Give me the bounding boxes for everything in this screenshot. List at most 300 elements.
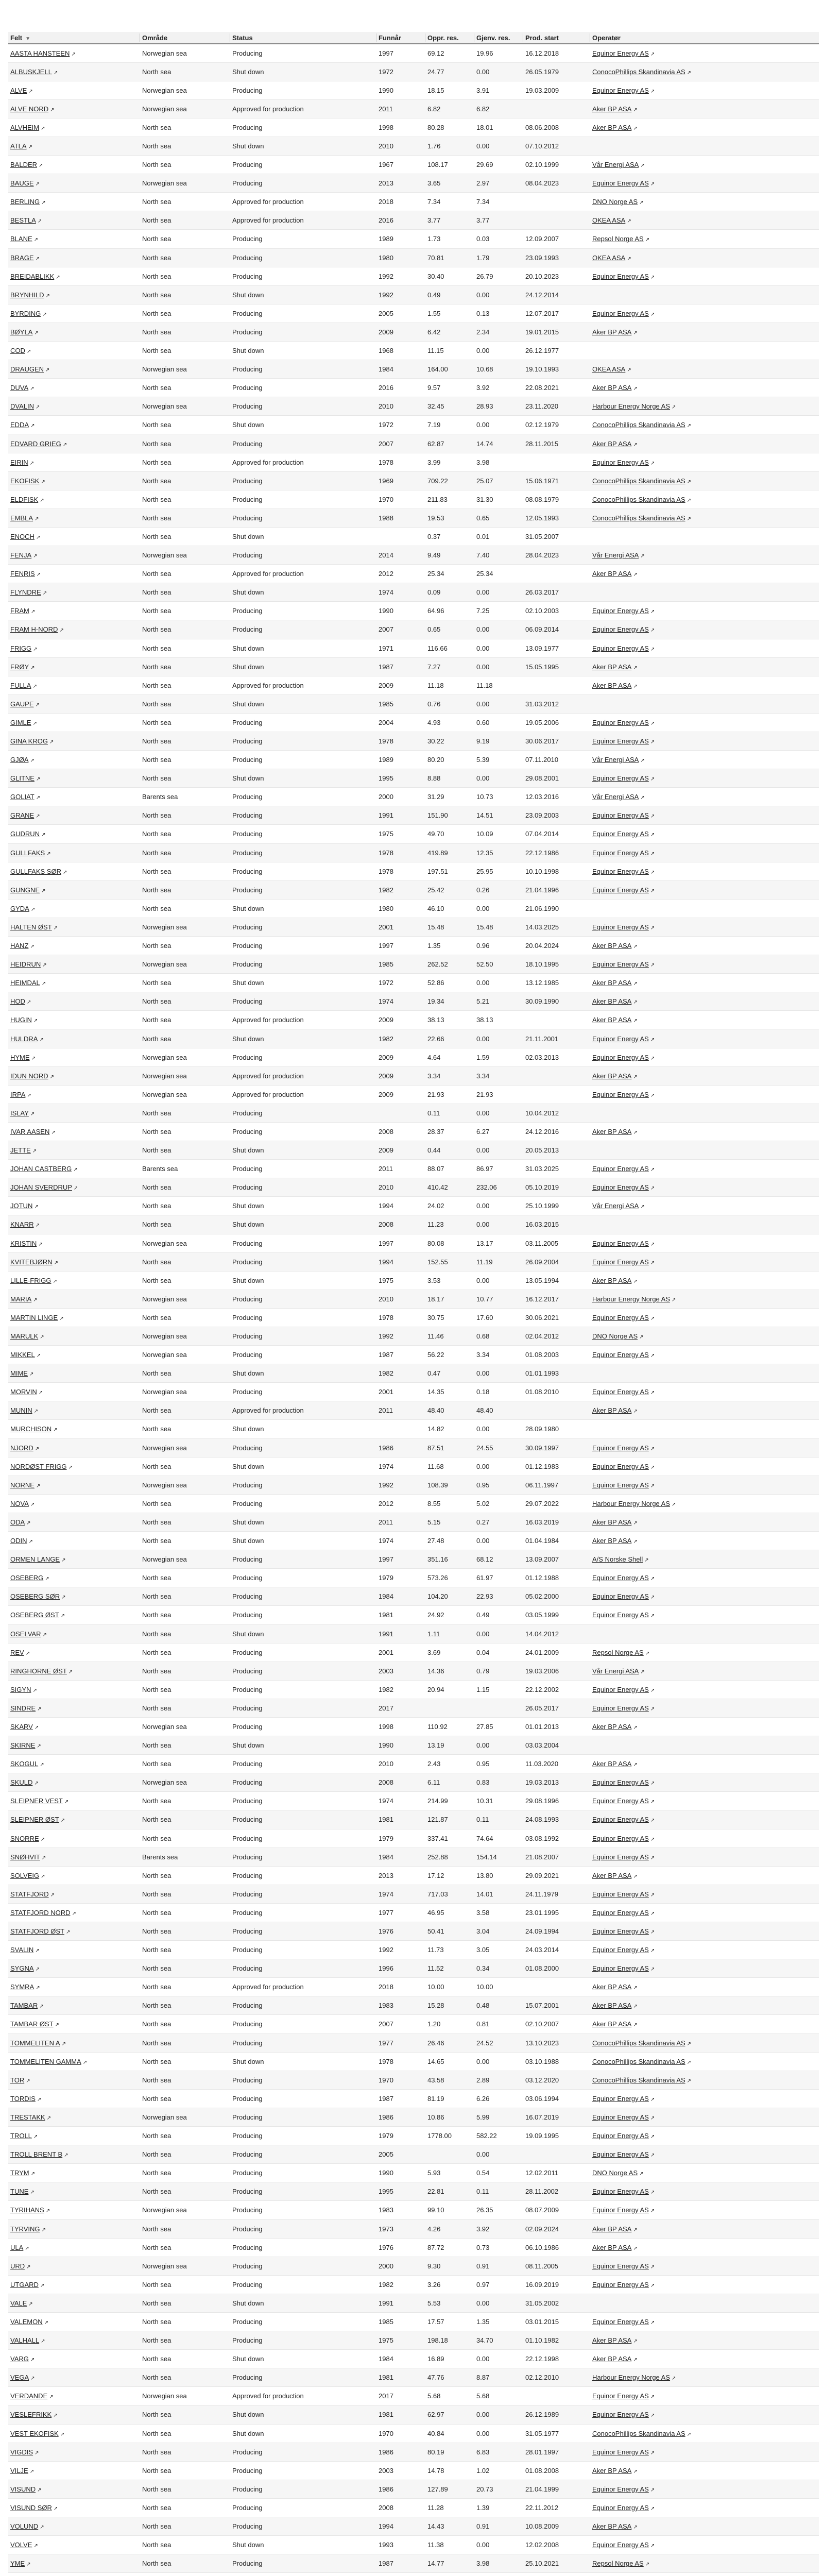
external-link-icon[interactable]: ↗ (35, 1446, 40, 1452)
external-link-icon[interactable]: ↗ (686, 2041, 692, 2047)
operator-link[interactable]: Equinor Energy AS (592, 1611, 649, 1619)
external-link-icon[interactable]: ↗ (640, 1669, 645, 1675)
external-link-icon[interactable]: ↗ (33, 1018, 38, 1024)
field-link[interactable]: GJØA (10, 756, 29, 764)
external-link-icon[interactable]: ↗ (25, 2245, 29, 2251)
external-link-icon[interactable]: ↗ (650, 2413, 655, 2419)
operator-link[interactable]: Equinor Energy AS (592, 1890, 649, 1898)
external-link-icon[interactable]: ↗ (650, 2153, 655, 2159)
operator-link[interactable]: Equinor Energy AS (592, 1481, 649, 1489)
external-link-icon[interactable]: ↗ (686, 2431, 692, 2437)
field-link[interactable]: GULLFAKS SØR (10, 867, 61, 875)
external-link-icon[interactable]: ↗ (645, 237, 650, 243)
external-link-icon[interactable]: ↗ (650, 2264, 655, 2270)
operator-link[interactable]: Equinor Energy AS (592, 1797, 649, 1805)
operator-link[interactable]: Vår Energi ASA (592, 1202, 639, 1210)
external-link-icon[interactable]: ↗ (32, 720, 37, 726)
operator-link[interactable]: Equinor Energy AS (592, 1592, 649, 1601)
field-link[interactable]: BERLING (10, 198, 40, 206)
external-link-icon[interactable]: ↗ (633, 1985, 638, 1991)
field-link[interactable]: RINGHORNE ØST (10, 1667, 67, 1675)
operator-link[interactable]: DNO Norge AS (592, 1332, 638, 1341)
external-link-icon[interactable]: ↗ (44, 2319, 48, 2326)
field-link[interactable]: BRYNHILD (10, 291, 44, 299)
operator-link[interactable]: Vår Energi ASA (592, 1667, 639, 1675)
field-link[interactable]: BØYLA (10, 328, 33, 336)
external-link-icon[interactable]: ↗ (650, 2450, 655, 2456)
external-link-icon[interactable]: ↗ (30, 423, 35, 429)
external-link-icon[interactable]: ↗ (54, 1260, 59, 1266)
column-header-prod-start[interactable] (523, 32, 590, 44)
field-link[interactable]: HOD (10, 997, 25, 1006)
external-link-icon[interactable]: ↗ (645, 1650, 650, 1656)
field-link[interactable]: GLITNE (10, 774, 35, 783)
external-link-icon[interactable]: ↗ (30, 386, 35, 392)
external-link-icon[interactable]: ↗ (50, 107, 55, 113)
field-link[interactable]: JETTE (10, 1146, 31, 1155)
external-link-icon[interactable]: ↗ (633, 572, 638, 578)
external-link-icon[interactable]: ↗ (30, 2376, 35, 2382)
external-link-icon[interactable]: ↗ (650, 1706, 655, 1712)
operator-link[interactable]: Equinor Energy AS (592, 2094, 649, 2103)
operator-link[interactable]: Equinor Energy AS (592, 49, 649, 57)
field-link[interactable]: ODA (10, 1518, 25, 1526)
external-link-icon[interactable]: ↗ (62, 442, 67, 448)
external-link-icon[interactable]: ↗ (37, 1706, 42, 1712)
external-link-icon[interactable]: ↗ (650, 832, 655, 838)
external-link-icon[interactable]: ↗ (672, 404, 676, 411)
external-link-icon[interactable]: ↗ (40, 2282, 45, 2289)
operator-link[interactable]: Aker BP ASA (592, 2002, 632, 2010)
operator-link[interactable]: Aker BP ASA (592, 384, 632, 392)
operator-link[interactable]: Equinor Energy AS (592, 1388, 649, 1396)
field-link[interactable]: SNØHVIT (10, 1853, 40, 1861)
external-link-icon[interactable]: ↗ (31, 1055, 36, 1061)
external-link-icon[interactable]: ↗ (36, 1483, 41, 1489)
field-link[interactable]: TORDIS (10, 2094, 36, 2103)
field-link[interactable]: SKULD (10, 1778, 33, 1787)
field-link[interactable]: VISUND (10, 2485, 36, 2493)
external-link-icon[interactable]: ↗ (650, 720, 655, 726)
field-link[interactable]: ATLA (10, 142, 27, 150)
operator-link[interactable]: Equinor Energy AS (592, 2317, 649, 2326)
field-link[interactable]: BYRDING (10, 309, 41, 317)
external-link-icon[interactable]: ↗ (42, 311, 47, 317)
external-link-icon[interactable]: ↗ (41, 832, 46, 838)
operator-link[interactable]: Equinor Energy AS (592, 1035, 649, 1043)
field-link[interactable]: MARULK (10, 1332, 39, 1341)
operator-link[interactable]: Equinor Energy AS (592, 1183, 649, 1192)
external-link-icon[interactable]: ↗ (633, 683, 638, 689)
external-link-icon[interactable]: ↗ (650, 1055, 655, 1061)
external-link-icon[interactable]: ↗ (26, 1520, 31, 1526)
operator-link[interactable]: ConocoPhillips Skandinavia AS (592, 477, 685, 485)
field-link[interactable]: GAUPE (10, 700, 34, 708)
operator-link[interactable]: ConocoPhillips Skandinavia AS (592, 2039, 685, 2047)
external-link-icon[interactable]: ↗ (686, 423, 692, 429)
field-link[interactable]: VOLVE (10, 2541, 32, 2549)
operator-link[interactable]: Equinor Energy AS (592, 309, 649, 317)
operator-link[interactable]: Aker BP ASA (592, 2225, 632, 2233)
external-link-icon[interactable]: ↗ (639, 1334, 644, 1341)
external-link-icon[interactable]: ↗ (26, 999, 31, 1006)
external-link-icon[interactable]: ↗ (29, 460, 35, 466)
operator-link[interactable]: OKEA ASA (592, 365, 626, 374)
external-link-icon[interactable]: ↗ (39, 1037, 44, 1043)
operator-link[interactable]: A/S Norske Shell (592, 1555, 643, 1564)
external-link-icon[interactable]: ↗ (686, 2059, 692, 2065)
field-link[interactable]: EDDA (10, 421, 29, 429)
external-link-icon[interactable]: ↗ (42, 962, 47, 969)
external-link-icon[interactable]: ↗ (633, 981, 638, 987)
operator-link[interactable]: Equinor Energy AS (592, 867, 649, 875)
external-link-icon[interactable]: ↗ (68, 1464, 73, 1470)
external-link-icon[interactable]: ↗ (68, 1669, 73, 1675)
field-link[interactable]: KRISTIN (10, 1239, 37, 1247)
field-link[interactable]: ISLAY (10, 1109, 29, 1117)
operator-link[interactable]: Equinor Energy AS (592, 1053, 649, 1061)
external-link-icon[interactable]: ↗ (37, 2096, 42, 2103)
field-link[interactable]: GINA KROG (10, 737, 48, 745)
external-link-icon[interactable]: ↗ (40, 497, 44, 503)
operator-link[interactable]: OKEA ASA (592, 216, 626, 225)
external-link-icon[interactable]: ↗ (650, 609, 655, 615)
field-link[interactable]: ALVE NORD (10, 105, 49, 113)
external-link-icon[interactable]: ↗ (633, 1724, 638, 1731)
external-link-icon[interactable]: ↗ (46, 2115, 52, 2121)
external-link-icon[interactable]: ↗ (32, 683, 37, 689)
external-link-icon[interactable]: ↗ (35, 1967, 40, 1973)
external-link-icon[interactable]: ↗ (640, 1204, 645, 1210)
external-link-icon[interactable]: ↗ (60, 1818, 65, 1824)
external-link-icon[interactable]: ↗ (650, 2208, 655, 2214)
external-link-icon[interactable]: ↗ (650, 1576, 655, 1582)
external-link-icon[interactable]: ↗ (34, 1781, 39, 1787)
operator-link[interactable]: DNO Norge AS (592, 198, 638, 206)
external-link-icon[interactable]: ↗ (633, 944, 638, 950)
operator-link[interactable]: Aker BP ASA (592, 2243, 632, 2251)
external-link-icon[interactable]: ↗ (627, 367, 631, 374)
operator-link[interactable]: Aker BP ASA (592, 123, 632, 131)
external-link-icon[interactable]: ↗ (650, 888, 655, 894)
external-link-icon[interactable]: ↗ (62, 869, 67, 875)
external-link-icon[interactable]: ↗ (686, 2078, 692, 2084)
operator-link[interactable]: Equinor Energy AS (592, 1853, 649, 1861)
field-link[interactable]: ALVHEIM (10, 123, 40, 131)
external-link-icon[interactable]: ↗ (633, 2524, 638, 2531)
field-link[interactable]: VALE (10, 2299, 27, 2307)
external-link-icon[interactable]: ↗ (633, 1018, 638, 1024)
field-link[interactable]: NJORD (10, 1444, 33, 1452)
external-link-icon[interactable]: ↗ (650, 1818, 655, 1824)
external-link-icon[interactable]: ↗ (32, 1148, 37, 1155)
operator-link[interactable]: Aker BP ASA (592, 105, 632, 113)
field-link[interactable]: KVITEBJØRN (10, 1258, 53, 1266)
operator-link[interactable]: Equinor Energy AS (592, 1351, 649, 1359)
operator-link[interactable]: Aker BP ASA (592, 2336, 632, 2345)
field-link[interactable]: EIRIN (10, 458, 28, 466)
operator-link[interactable]: Equinor Energy AS (592, 1778, 649, 1787)
external-link-icon[interactable]: ↗ (650, 2505, 655, 2512)
external-link-icon[interactable]: ↗ (61, 1595, 66, 1601)
operator-link[interactable]: Aker BP ASA (592, 2466, 632, 2475)
external-link-icon[interactable]: ↗ (650, 2487, 655, 2493)
operator-link[interactable]: Harbour Energy Norge AS (592, 2374, 671, 2382)
field-link[interactable]: IDUN NORD (10, 1072, 48, 1080)
external-link-icon[interactable]: ↗ (28, 2301, 33, 2307)
field-link[interactable]: GRANE (10, 811, 35, 820)
external-link-icon[interactable]: ↗ (35, 702, 40, 708)
external-link-icon[interactable]: ↗ (633, 2338, 638, 2345)
operator-link[interactable]: Equinor Energy AS (592, 272, 649, 280)
field-link[interactable]: VALEMON (10, 2317, 43, 2326)
column-header-felt[interactable] (8, 32, 140, 44)
field-link[interactable]: OSELVAR (10, 1630, 41, 1638)
field-link[interactable]: MARIA (10, 1295, 32, 1303)
field-link[interactable]: HALTEN ØST (10, 923, 52, 931)
external-link-icon[interactable]: ↗ (40, 1836, 45, 1842)
operator-link[interactable]: ConocoPhillips Skandinavia AS (592, 2057, 685, 2065)
operator-link[interactable]: Aker BP ASA (592, 1722, 632, 1731)
external-link-icon[interactable]: ↗ (41, 125, 45, 131)
external-link-icon[interactable]: ↗ (30, 2171, 35, 2177)
field-link[interactable]: TAMBAR (10, 2002, 38, 2010)
external-link-icon[interactable]: ↗ (30, 1111, 35, 1117)
operator-link[interactable]: Equinor Energy AS (592, 886, 649, 894)
field-link[interactable]: VOLUND (10, 2522, 39, 2531)
operator-link[interactable]: Vår Energi ASA (592, 793, 639, 801)
field-link[interactable]: IVAR AASEN (10, 1127, 50, 1136)
external-link-icon[interactable]: ↗ (28, 1539, 33, 1545)
field-link[interactable]: EMBLA (10, 514, 33, 522)
external-link-icon[interactable]: ↗ (633, 330, 638, 336)
external-link-icon[interactable]: ↗ (686, 516, 692, 522)
external-link-icon[interactable]: ↗ (36, 795, 41, 801)
external-link-icon[interactable]: ↗ (650, 1241, 655, 1247)
external-link-icon[interactable]: ↗ (650, 1464, 655, 1470)
operator-link[interactable]: Aker BP ASA (592, 439, 632, 448)
external-link-icon[interactable]: ↗ (53, 1278, 57, 1284)
operator-link[interactable]: Equinor Energy AS (592, 718, 649, 726)
column-header-oppr-res[interactable] (425, 32, 474, 44)
external-link-icon[interactable]: ↗ (650, 1948, 655, 1954)
operator-link[interactable]: Equinor Energy AS (592, 607, 649, 615)
external-link-icon[interactable]: ↗ (650, 1613, 655, 1619)
field-link[interactable]: ALBUSKJELL (10, 67, 52, 76)
external-link-icon[interactable]: ↗ (650, 1836, 655, 1842)
external-link-icon[interactable]: ↗ (650, 925, 655, 931)
operator-link[interactable]: Repsol Norge AS (592, 1648, 644, 1656)
external-link-icon[interactable]: ↗ (64, 1799, 69, 1805)
external-link-icon[interactable]: ↗ (650, 1260, 655, 1266)
external-link-icon[interactable]: ↗ (45, 293, 50, 299)
external-link-icon[interactable]: ↗ (38, 1241, 43, 1247)
operator-link[interactable]: OKEA ASA (592, 253, 626, 262)
field-link[interactable]: TYRVING (10, 2225, 40, 2233)
external-link-icon[interactable]: ↗ (26, 2562, 31, 2568)
field-link[interactable]: SKOGUL (10, 1760, 39, 1768)
field-link[interactable]: SLEIPNER VEST (10, 1797, 63, 1805)
external-link-icon[interactable]: ↗ (627, 256, 631, 262)
external-link-icon[interactable]: ↗ (30, 609, 36, 615)
field-link[interactable]: TRESTAKK (10, 2113, 45, 2121)
operator-link[interactable]: Aker BP ASA (592, 2020, 632, 2028)
field-link[interactable]: FENRIS (10, 570, 35, 578)
external-link-icon[interactable]: ↗ (45, 1576, 49, 1582)
operator-link[interactable]: Harbour Energy Norge AS (592, 402, 671, 411)
external-link-icon[interactable]: ↗ (633, 1278, 638, 1284)
external-link-icon[interactable]: ↗ (36, 404, 40, 411)
field-link[interactable]: ORMEN LANGE (10, 1555, 60, 1564)
external-link-icon[interactable]: ↗ (41, 1873, 45, 1879)
external-link-icon[interactable]: ↗ (36, 814, 40, 820)
operator-link[interactable]: Equinor Energy AS (592, 830, 649, 838)
external-link-icon[interactable]: ↗ (29, 1371, 34, 1378)
external-link-icon[interactable]: ↗ (59, 1315, 64, 1321)
field-link[interactable]: TOMMELITEN A (10, 2039, 60, 2047)
external-link-icon[interactable]: ↗ (650, 1595, 655, 1601)
external-link-icon[interactable]: ↗ (36, 776, 41, 783)
operator-link[interactable]: Equinor Energy AS (592, 1462, 649, 1470)
field-link[interactable]: SINDRE (10, 1704, 36, 1712)
external-link-icon[interactable]: ↗ (650, 2190, 655, 2196)
external-link-icon[interactable]: ↗ (71, 51, 76, 57)
field-link[interactable]: TAMBAR ØST (10, 2020, 54, 2028)
field-link[interactable]: VARG (10, 2355, 29, 2363)
external-link-icon[interactable]: ↗ (633, 2022, 638, 2028)
operator-link[interactable]: Repsol Norge AS (592, 2560, 644, 2568)
field-link[interactable]: BALDER (10, 161, 38, 169)
field-link[interactable]: VESLEFRIKK (10, 2411, 52, 2419)
external-link-icon[interactable]: ↗ (627, 218, 631, 225)
operator-link[interactable]: Equinor Energy AS (592, 2188, 649, 2196)
external-link-icon[interactable]: ↗ (633, 1520, 638, 1526)
external-link-icon[interactable]: ↗ (633, 2245, 638, 2251)
field-link[interactable]: STATFJORD NORD (10, 1908, 71, 1917)
field-link[interactable]: SIGYN (10, 1685, 31, 1693)
operator-link[interactable]: Equinor Energy AS (592, 2262, 649, 2270)
operator-link[interactable]: Equinor Energy AS (592, 737, 649, 745)
external-link-icon[interactable]: ↗ (650, 1092, 655, 1098)
operator-link[interactable]: Equinor Energy AS (592, 2541, 649, 2549)
external-link-icon[interactable]: ↗ (35, 1948, 40, 1954)
operator-link[interactable]: Aker BP ASA (592, 1016, 632, 1024)
external-link-icon[interactable]: ↗ (650, 739, 655, 745)
external-link-icon[interactable]: ↗ (650, 1353, 655, 1359)
field-link[interactable]: MIKKEL (10, 1351, 35, 1359)
field-link[interactable]: HEIDRUN (10, 960, 41, 969)
operator-link[interactable]: Aker BP ASA (592, 570, 632, 578)
field-link[interactable]: GIMLE (10, 718, 31, 726)
field-link[interactable]: ELDFISK (10, 495, 39, 503)
operator-link[interactable]: Vår Energi ASA (592, 551, 639, 560)
field-link[interactable]: STATFJORD (10, 1890, 49, 1898)
operator-link[interactable]: Vår Energi ASA (592, 161, 639, 169)
external-link-icon[interactable]: ↗ (33, 2134, 38, 2140)
operator-link[interactable]: Aker BP ASA (592, 1072, 632, 1080)
field-link[interactable]: EDVARD GRIEG (10, 439, 61, 448)
external-link-icon[interactable]: ↗ (650, 646, 655, 652)
field-link[interactable]: NORNE (10, 1481, 35, 1489)
external-link-icon[interactable]: ↗ (633, 1762, 638, 1768)
external-link-icon[interactable]: ↗ (53, 925, 58, 931)
operator-link[interactable]: Equinor Energy AS (592, 458, 649, 466)
field-link[interactable]: SYGNA (10, 1964, 34, 1973)
external-link-icon[interactable]: ↗ (53, 2505, 58, 2512)
operator-link[interactable]: Aker BP ASA (592, 1983, 632, 1991)
column-header-status[interactable] (230, 32, 376, 44)
external-link-icon[interactable]: ↗ (56, 274, 60, 280)
field-link[interactable]: AASTA HANSTEEN (10, 49, 70, 57)
external-link-icon[interactable]: ↗ (40, 2524, 44, 2531)
external-link-icon[interactable]: ↗ (650, 1390, 655, 1396)
field-link[interactable]: MURCHISON (10, 1425, 52, 1433)
field-link[interactable]: KNARR (10, 1221, 34, 1229)
field-link[interactable]: BRAGE (10, 253, 34, 262)
operator-link[interactable]: ConocoPhillips Skandinavia AS (592, 2076, 685, 2084)
external-link-icon[interactable]: ↗ (650, 869, 655, 875)
external-link-icon[interactable]: ↗ (650, 2543, 655, 2549)
external-link-icon[interactable]: ↗ (640, 758, 645, 764)
field-link[interactable]: REV (10, 1648, 24, 1656)
external-link-icon[interactable]: ↗ (650, 628, 655, 634)
field-link[interactable]: TRYM (10, 2169, 29, 2177)
operator-link[interactable]: Aker BP ASA (592, 1760, 632, 1768)
operator-link[interactable]: Equinor Energy AS (592, 1574, 649, 1582)
external-link-icon[interactable]: ↗ (30, 2357, 35, 2363)
operator-link[interactable]: ConocoPhillips Skandinavia AS (592, 421, 685, 429)
external-link-icon[interactable]: ↗ (650, 1929, 655, 1936)
external-link-icon[interactable]: ↗ (633, 107, 638, 113)
external-link-icon[interactable]: ↗ (650, 311, 655, 317)
field-link[interactable]: TROLL BRENT B (10, 2150, 63, 2159)
field-link[interactable]: GUDRUN (10, 830, 40, 838)
external-link-icon[interactable]: ↗ (33, 1409, 38, 1415)
external-link-icon[interactable]: ↗ (41, 200, 46, 206)
field-link[interactable]: MARTIN LINGE (10, 1313, 58, 1321)
external-link-icon[interactable]: ↗ (39, 2004, 44, 2010)
external-link-icon[interactable]: ↗ (33, 1297, 38, 1303)
external-link-icon[interactable]: ↗ (41, 479, 45, 485)
operator-link[interactable]: Aker BP ASA (592, 1127, 632, 1136)
operator-link[interactable]: Harbour Energy Norge AS (592, 1499, 671, 1507)
external-link-icon[interactable]: ↗ (650, 1799, 655, 1805)
external-link-icon[interactable]: ↗ (42, 590, 47, 597)
external-link-icon[interactable]: ↗ (49, 2394, 54, 2400)
external-link-icon[interactable]: ↗ (49, 1074, 55, 1080)
field-link[interactable]: SLEIPNER ØST (10, 1816, 59, 1824)
operator-link[interactable]: Equinor Energy AS (592, 2503, 649, 2512)
field-link[interactable]: TYRIHANS (10, 2206, 44, 2214)
external-link-icon[interactable]: ↗ (36, 534, 41, 540)
external-link-icon[interactable]: ↗ (28, 144, 32, 150)
column-header-omrade[interactable] (140, 32, 230, 44)
field-link[interactable]: DRAUGEN (10, 365, 44, 374)
external-link-icon[interactable]: ↗ (36, 1985, 40, 1991)
operator-link[interactable]: Equinor Energy AS (592, 644, 649, 652)
operator-link[interactable]: Aker BP ASA (592, 997, 632, 1006)
external-link-icon[interactable]: ↗ (59, 628, 64, 634)
operator-link[interactable]: Aker BP ASA (592, 663, 632, 671)
operator-link[interactable]: Equinor Energy AS (592, 1834, 649, 1842)
field-link[interactable]: OSEBERG SØR (10, 1592, 60, 1601)
field-link[interactable]: FRIGG (10, 644, 32, 652)
external-link-icon[interactable]: ↗ (35, 1223, 40, 1229)
operator-link[interactable]: Repsol Norge AS (592, 235, 644, 243)
external-link-icon[interactable]: ↗ (50, 1892, 55, 1898)
external-link-icon[interactable]: ↗ (49, 739, 54, 745)
field-link[interactable]: NOVA (10, 1499, 29, 1507)
